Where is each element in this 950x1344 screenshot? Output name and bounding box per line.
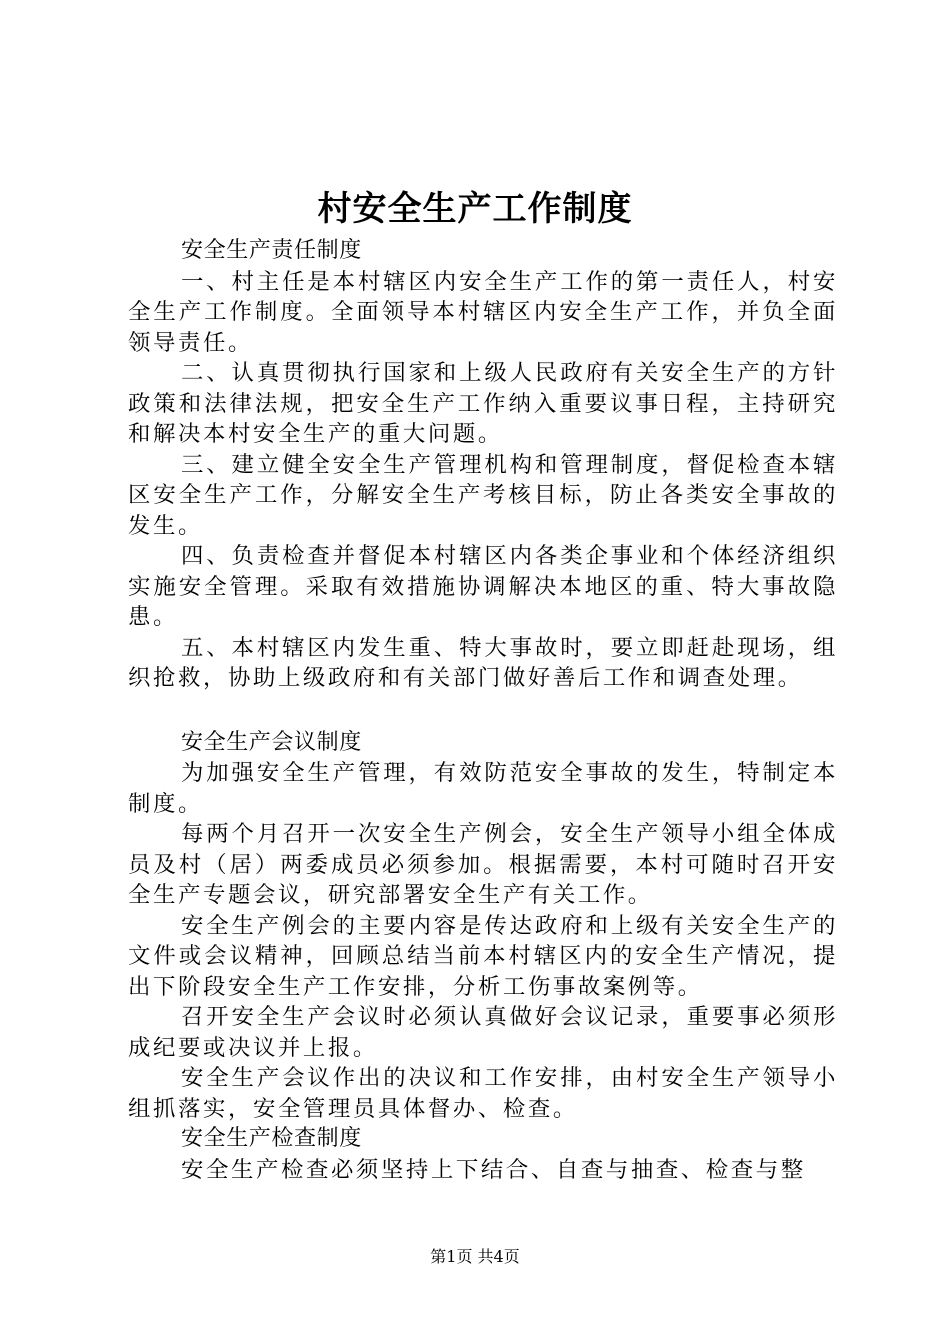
page-footer: 第1页 共4页 <box>430 1247 520 1266</box>
paragraph: 一、村主任是本村辖区内安全生产工作的第一责任人，村安全生产工作制度。全面领导本村辖区内安全生产工作，并负全面领导责任。 <box>128 268 838 356</box>
section-heading-responsibility: 安全生产责任制度 <box>181 238 362 263</box>
section-heading-inspection: 安全生产检查制度 <box>181 1126 362 1151</box>
paragraph: 二、认真贯彻执行国家和上级人民政府有关安全生产的方针政策和法律法规，把安全生产工作纳入重要议事日程，主持研究和解决本村安全生产的重大问题。 <box>128 360 838 447</box>
paragraph: 三、建立健全安全生产管理机构和管理制度，督促检查本辖区安全生产工作，分解安全生产考核目标，防止各类安全事故的发生。 <box>128 451 838 539</box>
section-spacer <box>128 694 838 728</box>
section-heading-meeting: 安全生产会议制度 <box>181 729 362 755</box>
paragraph: 安全生产检查必须坚持上下结合、自查与抽查、检查与整 <box>181 1156 806 1183</box>
paragraph: 四、负责检查并督促本村辖区内各类企事业和个体经济组织实施安全管理。采取有效措施协调解决本地区的重、特大事故隐患。 <box>128 543 838 630</box>
document-title: 村安全生产工作制度 <box>317 189 633 229</box>
paragraph: 安全生产会议作出的决议和工作安排，由村安全生产领导小组抓落实，安全管理员具体督办、检查。 <box>128 1065 838 1122</box>
paragraph: 五、本村辖区内发生重、特大事故时，要立即赶赴现场，组织抢救，协助上级政府和有关部门做好善后工作和调查处理。 <box>128 634 838 691</box>
paragraph: 召开安全生产会议时必须认真做好会议记录，重要事必须形成纪要或决议并上报。 <box>128 1004 838 1061</box>
paragraph: 为加强安全生产管理，有效防范安全事故的发生，特制定本制度。 <box>128 760 838 817</box>
document-body <box>128 236 838 1185</box>
paragraph: 安全生产例会的主要内容是传达政府和上级有关安全生产的文件或会议精神，回顾总结当前本村辖区内的安全生产情况，提出下阶段安全生产工作安排，分析工伤事故案例等。 <box>128 912 838 1000</box>
paragraph: 每两个月召开一次安全生产例会，安全生产领导小组全体成员及村（居）两委成员必须参加。根据需要，本村可随时召开安全生产专题会议，研究部署安全生产有关工作。 <box>128 821 838 908</box>
